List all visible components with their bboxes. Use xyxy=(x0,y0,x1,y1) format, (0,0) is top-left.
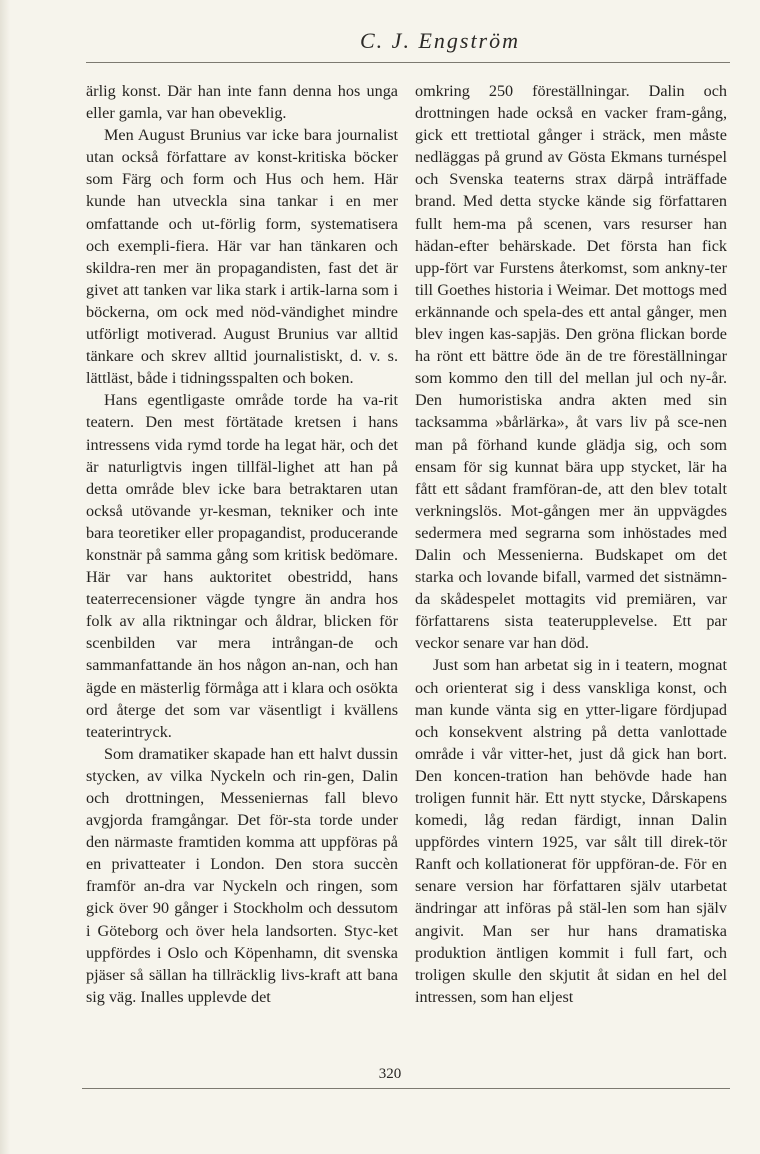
scan-edge xyxy=(0,0,10,1154)
paragraph: Just som han arbetat sig in i teatern, mognat och orienterat sig i dess vanskliga konst, och man kunde vänta sig en ytter-ligare fördjupad och konsekvent alstring på detta vanlottade område i vår vitter-het, just då gick han bort. Den koncen-tration han behövde hade han troligen funnit här. Ett nytt stycke, Dårskapens komedi, låg redan färdigt, innan Dalin uppfördes vintern 1925, var sålt till direk-tör Ranft och kollationerat för uppföran-de. För en senare version har författaren själv utarbetat ändringar att införas på stäl-len som han själv angivit. Man ser hur hans dramatiska produktion äntligen kommit i full fart, och troligen skulle den skjutit åt sidan en hel del intressen, som han eljest xyxy=(415,656,727,1006)
text-column-right xyxy=(415,80,727,1008)
paragraph: ärlig konst. Där han inte fann denna hos unga eller gamla, var han obeveklig. xyxy=(86,82,398,123)
page-number: 320 xyxy=(378,1066,402,1082)
header-rule xyxy=(86,62,730,63)
paragraph: Men August Brunius var icke bara journalist utan också författare av konst-kritiska böcker som Färg och form och Hus och hem. Här kunde han utveckla sina tankar i en mer omfattande och ut-förlig form, systematisera och exempli-fiera. Här var han tänkaren och skildra-ren mer än propagandisten, fast det är givet att tanken var lika stark i artik-larna som i böckerna, om ock med nöd-vändighet mindre utförligt motiverad. August Brunius var alltid tänkare och skrev alltid journalistiskt, d. v. s. lättläst, både i tidningsspalten och boken. xyxy=(86,126,398,388)
paragraph: Som dramatiker skapade han ett halvt dussin stycken, av vilka Nyckeln och rin-gen, Dalin och drottningen, Messeniernas fall blevo avgjorda framgångar. Det för-sta torde under den närmaste framtiden komma att uppföras på en privatteater i London. Den stora succèn framför an-dra var Nyckeln och ringen, som gick över 90 gånger i Stockholm och dessutom i Göteborg och över hela landsorten. Styc-ket uppfördes i Oslo och Köpenhamn, dit svenska pjäser så sällan ha tillräcklig livs-kraft att bana sig väg. Inalles upplevde det xyxy=(86,744,398,1006)
footer-rule xyxy=(82,1088,730,1089)
text-column-left xyxy=(86,80,398,1008)
paragraph: omkring 250 föreställningar. Dalin och drottningen hade också en vacker fram-gång, gick ett trettiotal gånger i sträck, men måste nedläggas på grund av Gösta Ekmans turnéspel och Svenska teaterns strax därpå inträffade brand. Med detta stycke kände sig författaren fullt hem-ma på scenen, vars resurser han hädan-efter behärskade. Det första han fick upp-fört var Furstens återkomst, som ankny-ter till Goethes historia i Weimar. Det mottogs med erkännande och spela-des ett antal gånger, men blev ingen kas-sapjäs. Den gröna flickan borde ha rönt ett bättre öde än de tre föreställningar som kommo den till del mellan jul och ny-år. Den humoristiska andra akten med sin tacksamma »bårlärka», åt vars liv på sce-nen man på förhand kunde glädja sig, och som ensam för sig kunnat bära upp stycket, lär ha fått ett sådant framföran-de, att den blev totalt verkningslös. Mot-gången mer än uppvägdes sedermera med segrarna som inhöstades med Dalin och Messenierna. Budskapet om det starka och lovande bifall, varmed det sistnämn-da skådespelet mottagits vid premiären, var författarens sista teaterupplevelse. Ett par veckor senare var han död. xyxy=(415,82,727,653)
paragraph: Hans egentligaste område torde ha va-rit teatern. Den mest förtätade kretsen i hans intressens vida rymd torde ha legat här, och det är naturligtvis ingen tillfäl-lighet att han på detta område blev icke bara betraktaren utan också utövande yr-kesman, tekniker och inte bara teoretiker eller propagandist, producerande konstnär på samma gång som kritisk bedömare. Här var hans auktoritet obestridd, hans teaterrecensioner vägde tyngre än andra hos folk av alla riktningar och åldrar, blicken för scenbilden var mera intrångan-de och sammanfattande än hos någon an-nan, och han ägde en mästerlig förmåga att i klara och osökta ord återge det som var väsentligt i kvällens teaterintryck. xyxy=(86,391,398,741)
running-head: C. J. Engström xyxy=(360,28,520,53)
